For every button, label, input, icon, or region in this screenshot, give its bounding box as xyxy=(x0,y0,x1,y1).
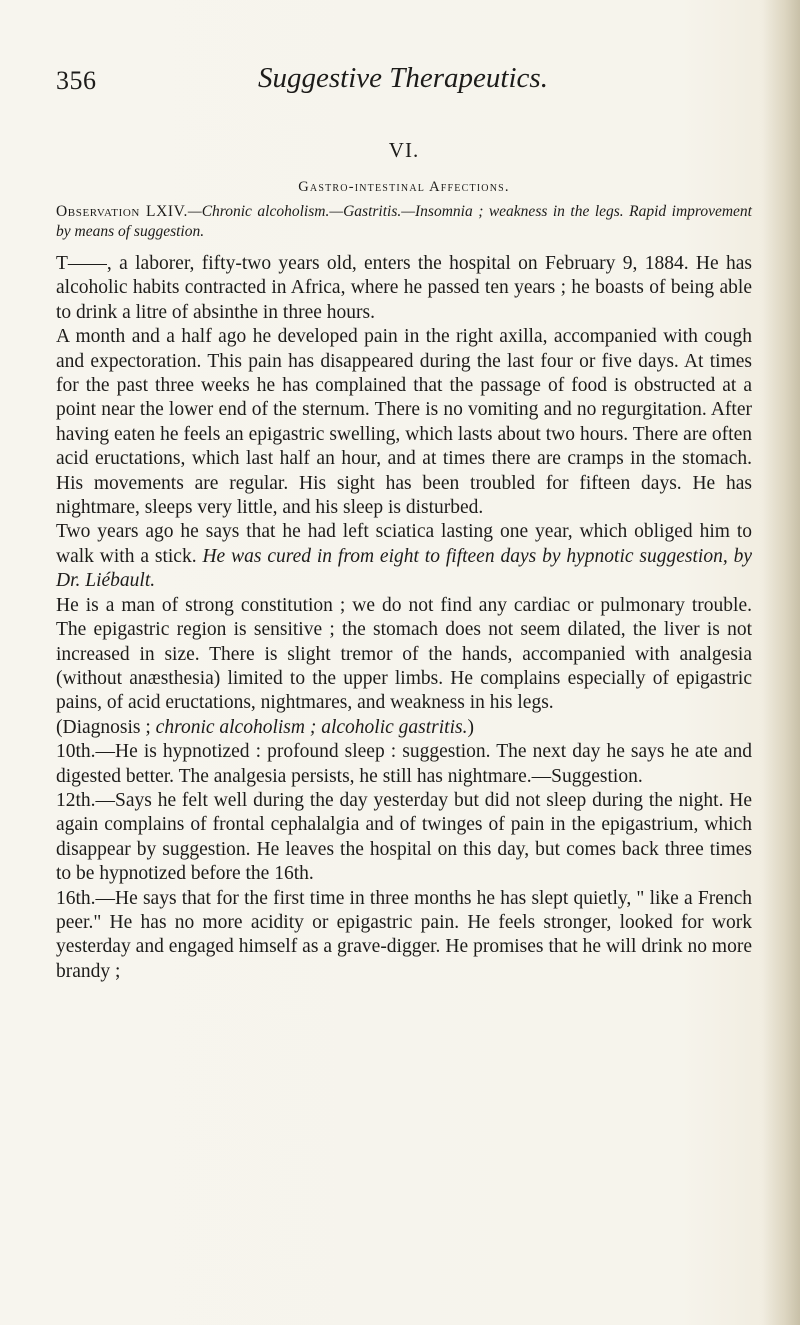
sciatica-text: Two years ago he says that he had left sciatica lasting one year, which obliged him to walk with a stick. xyxy=(56,521,752,567)
paragraph-history: A month and a half ago he developed pain in the right axilla, accompanied with cough and expectoration. This pain has disappeared during the last four or five days. At times for the past three weeks he has complained that the passage of food is obstructed at a point near the lower end of the sternum. There is no vomiting and no regurgitation. After having eaten he feels an epigastric swelling, which lasts about two hours. There are often acid eructations, which last half an hour, and at times there are cramps in the stomach. His movements are regular. His sight has been troubled for fifteen days. He has nightmare, sleeps very little, and his sleep is disturbed. xyxy=(56,326,752,519)
diagnosis-close: ) xyxy=(467,716,474,738)
paragraph-day-12: 12th.—Says he felt well during the day yesterday but did not sleep during the night. He again complains of frontal cephalalgia and of twinges of pain in the epigastrium, which disappear by suggestion. He leaves the hospital on this day, but comes back three times to be hypnotized before the 16th. xyxy=(56,789,752,885)
paragraph-examination: He is a man of strong constitution ; we do not find any cardiac or pulmonary trouble. The epigastric region is sensitive ; the stomach does not seem dilated, the liver is not increased in size. There is slight tremor of the hands, accompanied with analgesia (without anæsthesia) limited to the upper limbs. He complains especially of epigastric pains, of acid eructations, nightmares, and weakness in his legs. xyxy=(56,594,752,714)
observation-heading xyxy=(56,202,752,242)
paragraph-day-16: 16th.—He says that for the first time in three months he has slept quietly, " like a French peer." He has no more acidity or epigastric pain. He feels stronger, looked for work yesterday and engaged himself as a grave-digger. He promises that he will drink no more brandy ; xyxy=(56,887,752,982)
paragraph-diagnosis xyxy=(56,716,752,740)
diagnosis-text: chronic alcoholism ; alcoholic gastritis. xyxy=(155,716,468,738)
sciatica-cure-text: He was cured in from eight to fifteen days by hypnotic suggestion, by Dr. Liébault. xyxy=(56,545,752,592)
page-edge-shadow xyxy=(762,0,800,1325)
observation-description: —Chronic alcoholism.—Gastritis.—Insomnia ; weakness in the legs. Rapid improvement by means of suggestion. xyxy=(56,203,752,240)
diagnosis-open: (Diagnosis ; xyxy=(56,716,156,738)
running-title: Suggestive Therapeutics. xyxy=(258,62,548,94)
paragraph-sciatica xyxy=(56,520,752,593)
paragraph-intro: T——, a laborer, fifty-two years old, enters the hospital on February 9, 1884. He has alcoholic habits contracted in Africa, where he passed ten years ; he boasts of being able to drink a litre of absinthe in three hours. xyxy=(56,253,752,323)
running-head xyxy=(56,62,656,102)
observation-label: Observation LXIV. xyxy=(56,203,188,220)
chapter-title: Gastro-intestinal Affections. xyxy=(298,179,510,195)
chapter-number: VI. xyxy=(388,138,420,162)
paragraph-day-10: 10th.—He is hypnotized : profound sleep : suggestion. The next day he says he ate and digested better. The analgesia persists, he still has nightmare.—Suggestion. xyxy=(56,741,752,787)
text-block xyxy=(56,138,752,984)
page-number: 356 xyxy=(56,66,97,95)
